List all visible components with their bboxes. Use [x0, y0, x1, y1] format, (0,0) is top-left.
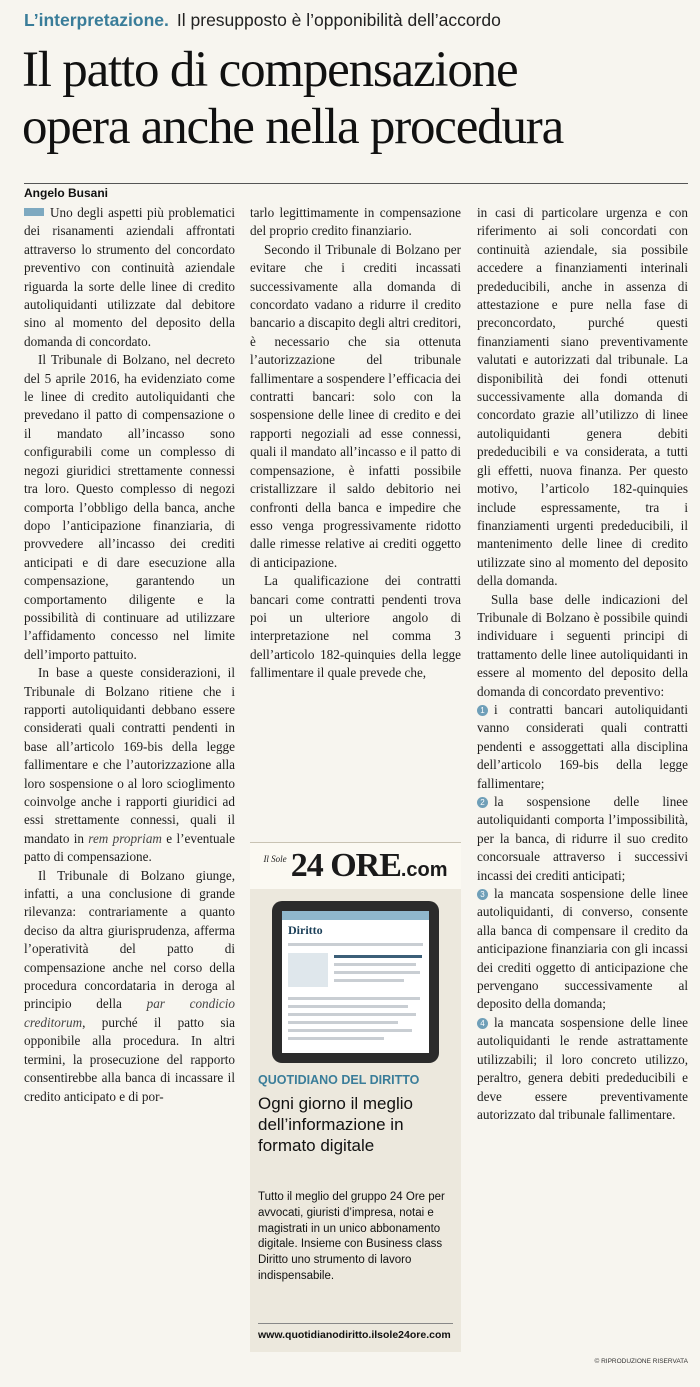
paragraph: Il Tribunale di Bolzano, nel decreto del 5 aprile 2016, ha evidenziato come le linee di credito autoliquidanti che prevedano il patto di compensazione o il mandato all’incasso sono configurabili come un complesso di negozi giuridici strettamente connessi tra loro. Questo complesso di negozi comporta l’obbligo della banca, anche dopo l’anticipazione finanziaria, di provvedere all’incasso dei crediti anticipati e di dare esecuzione alla compensazione, garantendo un comportamento diligente e la possibilità di continuare ad utilizzare l’affidamento concesso nel limite dell’importo pattuito. — [24, 352, 235, 662]
screen-text-line — [288, 1013, 416, 1016]
list-item — [477, 885, 688, 1014]
number-badge-icon: 1 — [477, 705, 488, 716]
logo-small-text: Il Sole — [263, 854, 287, 864]
tablet-image — [272, 901, 439, 1063]
screen-text-line — [334, 955, 422, 958]
list-item-text: la mancata sospensione delle linee autoliquidanti, di converso, consente alla banca di compensare il credito da anticipazione finanziaria con gli incassi dei crediti oggetto di anticipazione che pervengano successivamente al deposito della domanda; — [477, 886, 688, 1012]
tablet-screen — [282, 911, 429, 1053]
article-column-1 — [24, 204, 235, 1106]
list-item — [477, 1014, 688, 1124]
number-badge-icon: 3 — [477, 889, 488, 900]
sole24ore-logo — [250, 843, 461, 889]
paragraph-text: Il Tribunale di Bolzano giunge, infatti, a una conclusione di grande rilevanza: contrariamente a quanto deciso da altra giurisprudenza, afferma l’operatività del patto di compensazione anche nel corso della procedura concordataria in deroga al principio della — [24, 867, 235, 1012]
screen-text-line — [288, 943, 423, 946]
byline: Angelo Busani — [24, 186, 109, 200]
list-item-text: la sospensione delle linee autoliquidanti comporta l’impossibilità, per la banca, di ridurre il suo credito concorsuale attraverso i successivi incassi dei crediti anticipati; — [477, 794, 688, 883]
paragraph: La qualificazione dei contratti bancari come contratti pendenti trova poi un ulteriore angolo di interpretazione nel comma 3 dell’articolo 182-quinquies della legge fallimentare il quale prevede che, — [250, 573, 461, 681]
headline-line-2: opera anche nella procedura — [22, 99, 564, 155]
logo-big-text: 24 ORE — [290, 847, 401, 884]
paragraph: in casi di particolare urgenza e con riferimento ai soli concordati con continuità aziendale, sia possibile accedere a finanziamenti interinali prededucibili, anche in assenza di attestazione e pure nella fase di preconcordato, purché questi finanziamenti siano preventivamente valutati e autorizzati dal tribunale. La disponibilità dei fondi ottenuti successivamente alla domanda di concordato grazie all’utilizzo di linee autoliquidanti genera debiti prededucibili e va considerata, a tutti gli effetti, nuova finanza. Per questo motivo, l’articolo 182-quinquies include espressamente, tra i finanziamenti urgenti prededucibili, il mantenimento delle linee di credito utilizzate sino al momento del deposito della domanda. — [477, 205, 688, 589]
logo-domain-text: .com — [400, 859, 448, 881]
list-item — [477, 701, 688, 793]
paragraph — [24, 204, 235, 351]
paragraph: tarlo legittimamente in compensazione del proprio credito finanziario. — [250, 205, 461, 239]
article-column-3 — [477, 204, 688, 1124]
ad-body-text: Tutto il meglio del gruppo 24 Ore per avvocati, giuristi d’impresa, notai e magistrati in un unico abbonamento digitale. Insieme con Business class Diritto uno strumento di lavoro indispensabile. — [258, 1191, 445, 1282]
list-item-text: i contratti bancari autoliquidanti vanno considerati quali contratti pendenti e assoggettati alla disciplina dell’articolo 169-bis della legge fallimentare; — [477, 701, 688, 791]
paragraph: Sulla base delle indicazioni del Tribunale di Bolzano è possibile quindi individuare i seguenti principi di trattamento delle linee autoliquidanti in essere al momento del deposito della domanda di concordato preventivo: — [477, 591, 688, 699]
paragraph-text: e l’eventuale patto di compensazione. — [24, 830, 236, 865]
paragraph — [24, 867, 235, 1106]
screen-text-line — [334, 979, 404, 982]
latin-term: par condicio creditorum — [24, 996, 235, 1030]
screen-text-line — [288, 1005, 408, 1008]
ad-section-label: QUOTIDIANO DEL DIRITTO — [258, 1073, 420, 1087]
list-item-text: la mancata sospensione delle linee autoliquidanti le rende astrattamente utilizzabili; il loro concreto utilizzo, peraltro, genera debiti prededucibili e deve essere preventivamente autorizzato dal tribunale fallimentare. — [477, 1014, 688, 1122]
lead-marker-icon — [24, 208, 44, 216]
latin-term: rem propriam — [88, 830, 162, 846]
headline-line-1: Il patto di compensazione — [22, 42, 518, 98]
byline-divider — [24, 183, 688, 184]
screen-text-line — [288, 1037, 384, 1040]
screen-text-line — [288, 997, 420, 1000]
advertisement-box[interactable] — [250, 842, 461, 1352]
paragraph-text: Uno degli aspetti più problematici dei risanamenti aziendali affrontati attraverso lo strumento del concordato preventivo con continuità aziendale riguarda la sorte delle linee di credito autoliquidanti utilizzate dal debitore sino al momento del deposito della domanda di concordato. — [24, 205, 235, 349]
paragraph-text: , purché il patto sia opponibile alla procedura. In altri termini, la prosecuzione del rapporto consentirebbe alla banca di incassare il credito anticipato e di por- — [24, 1014, 235, 1104]
screen-text-line — [288, 1021, 398, 1024]
paragraph-text: In base a queste considerazioni, il Tribunale di Bolzano ritiene che i rapporti autoliquidanti debbano essere considerati quali contratti pendenti in base all’articolo 169-bis della legge fallimentare e che l’autorizzazione alla loro sospensione o al loro scioglimento coinvolge anche i rapporti giuridici ad essi strettamente connessi, quali il mandato in — [24, 665, 235, 846]
kicker-subtitle: Il presupposto è l’opponibilità dell’accordo — [176, 10, 501, 30]
copyright-notice: © RIPRODUZIONE RISERVATA — [594, 1358, 688, 1365]
screen-header-bar — [282, 911, 429, 920]
ad-url-divider — [258, 1323, 453, 1324]
screen-image-block — [288, 953, 328, 987]
ad-url-link[interactable]: www.quotidianodiritto.ilsole24ore.com — [258, 1329, 451, 1341]
screen-text-line — [334, 963, 416, 966]
list-item — [477, 793, 688, 885]
article-column-2 — [250, 204, 461, 683]
ad-tagline: Ogni giorno il meglio dell’informazione in formato digitale — [258, 1094, 413, 1155]
screen-text-line — [334, 971, 420, 974]
kicker — [24, 10, 684, 34]
screen-text-line — [288, 1029, 412, 1032]
headline — [22, 42, 687, 156]
number-badge-icon: 2 — [477, 797, 488, 808]
kicker-lead: L’interpretazione. — [24, 10, 169, 30]
paragraph: Secondo il Tribunale di Bolzano per evitare che i crediti incassati successivamente alla domanda di concordato vadano a ridurre il credito bancario a discapito degli altri creditori, è necessario che sia ottenuta l’autorizzazione del tribunale fallimentare a sospendere l’efficacia dei contratti bancari: solo con la sospensione delle linee di credito e dei rapporti negoziali ad esse connessi, quali il mandato all’incasso e il patto di compensazione, è infatti possibile cristallizzare il saldo debitorio nei confronti della banca e impedire che esso venga progressivamente ridotto dalle rimesse relative ai crediti oggetto di anticipazione. — [250, 241, 461, 570]
screen-brand: Diritto — [288, 923, 323, 937]
number-badge-icon: 4 — [477, 1018, 488, 1029]
paragraph — [24, 664, 235, 866]
